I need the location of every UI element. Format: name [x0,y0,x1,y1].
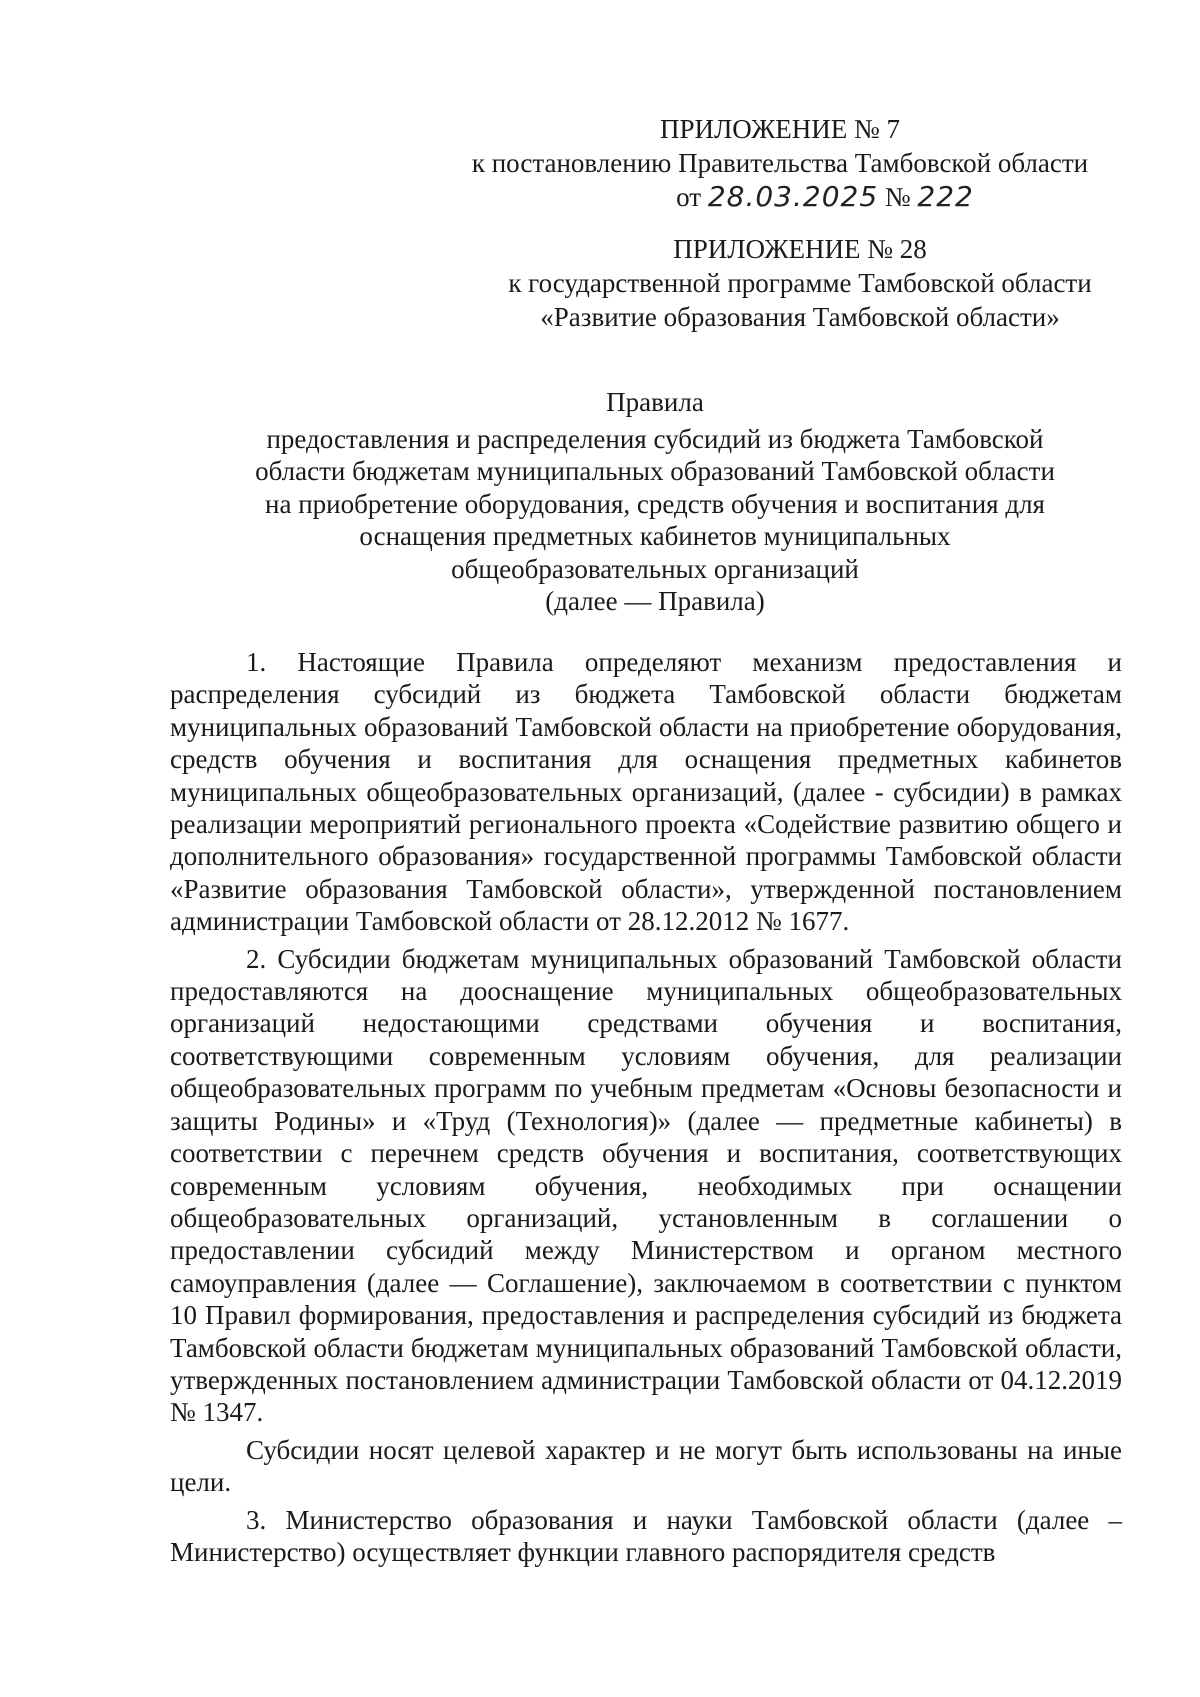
rules-title-line: (далее — Правила) [545,586,765,616]
number-sign: № [884,182,911,212]
document-body [170,646,1122,1568]
paragraph-3: 3. Министерство образования и науки Тамбовской области (далее – Министерство) осуществляет функции главного распорядителя средств [170,1504,1122,1567]
rules-title-line: оснащения предметных кабинетов муниципальных [359,521,951,551]
rules-title-line: предоставления и распределения субсидий из бюджета Тамбовской [266,423,1044,454]
appendix-28-title: ПРИЛОЖЕНИЕ № 28 [673,234,927,264]
handwritten-number: 222 [917,180,974,213]
date-prefix: от [676,182,702,212]
rules-title-line: общеобразовательных организаций [451,553,859,584]
rules-title-line: области бюджетам муниципальных образований Тамбовской области [255,456,1055,486]
appendix-28-subtitle: к государственной программе Тамбовской области [508,268,1092,298]
appendix-28-program: «Развитие образования Тамбовской области» [540,302,1060,332]
handwritten-date: 28.03.2025 [707,180,879,213]
rules-title-block [170,386,1140,618]
paragraph-2-note: Субсидии носят целевой характер и не могут быть использованы на иные цели. [170,1434,1122,1498]
paragraph-1: 1. Настоящие Правила определяют механизм предоставления и распределения субсидий из бюджета Тамбовской области бюджетам муниципальных образований Тамбовской области на приобретение оборудования, средств обучения и воспитания для оснащения предметных кабинетов муниципальных общеобразовательных организаций, (далее - субсидии) в рамках реализации мероприятий регионального проекта «Содействие развитию общего и дополнительного образования» государственной программы Тамбовской области «Развитие образования Тамбовской области», утвержденной постановлением администрации Тамбовской области от 28.12.2012 № 1677. [170,647,1122,937]
paragraph-2: 2. Субсидии бюджетам муниципальных образований Тамбовской области предоставляются на дооснащение муниципальных общеобразовательных организаций недостающими средствами обучения и воспитания, соответствующими современным условиям обучения, для реализации общеобразовательных программ по учебным предметам «Основы безопасности и защиты Родины» и «Труд (Технология)» (далее — предметные кабинеты) в соответствии с перечнем средств обучения и воспитания, соответствующих современным условиям обучения, необходимых при оснащении общеобразовательных организаций, установленным в соглашении о предоставлении субсидий между Министерством и органом местного самоуправления (далее — Соглашение), заключаемом в соответствии с пунктом 10 Правил формирования, предоставления и распределения субсидий из бюджета Тамбовской области бюджетам муниципальных образований Тамбовской области, утвержденных постановлением администрации Тамбовской области от 04.12.2019 № 1347. [170,943,1122,1428]
appendix-7-date-line [420,180,1140,214]
appendix-7-title: ПРИЛОЖЕНИЕ № 7 [659,114,901,144]
appendix-28-block [460,232,1140,334]
appendix-7-subtitle: к постановлению Правительства Тамбовской области [471,148,1089,178]
rules-heading: Правила [606,387,704,417]
rules-title-line: на приобретение оборудования, средств обучения и воспитания для [265,488,1045,519]
appendix-7-block [420,112,1140,214]
